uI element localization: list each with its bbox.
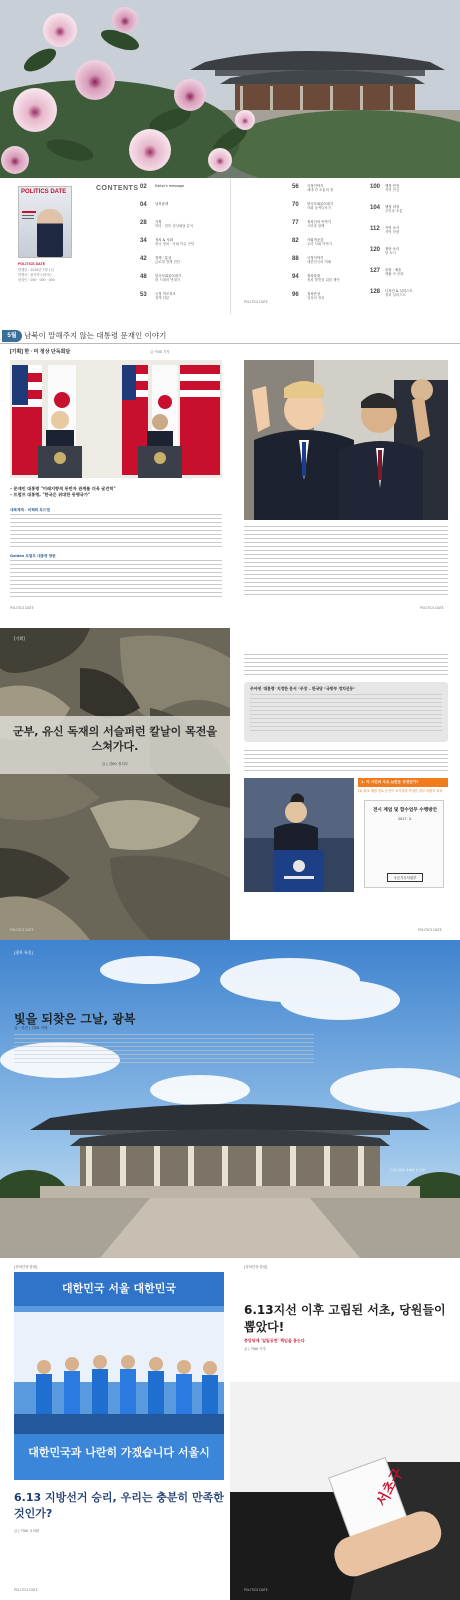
article1-body-1: [10, 514, 222, 550]
article3-tag: [광복 특집]: [14, 950, 33, 955]
callout-header: 1. 이 사진의 주요 논란은 무엇인가?: [358, 778, 448, 787]
toc-page-number: 127: [370, 268, 381, 274]
quote-body: [250, 694, 442, 734]
toc-title: 행정 안전: [385, 184, 400, 188]
toc-entry[interactable]: [292, 256, 362, 274]
article1-body-2: [10, 560, 222, 600]
article2-title: 군부, 유신 독재의 서슬퍼런 칼날이 목전을 스쳐가다.: [13, 725, 217, 753]
rally-photo: [14, 1272, 224, 1480]
rally-banner-top: 대한민국 서울 대한민국: [62, 1282, 176, 1295]
toc-column-2: [292, 184, 362, 310]
section-header: [0, 330, 460, 344]
doc-footer: 국군기무사령부: [387, 873, 423, 882]
contents-spread: [0, 178, 460, 318]
seocho-page: [230, 1262, 460, 1600]
toc-page-number: 128: [370, 289, 381, 295]
toc-title: 경제 · 통상: [155, 256, 172, 260]
palace-flowers-image: [0, 0, 460, 178]
podium-photo: [10, 360, 222, 478]
toc-title: 남북관계: [155, 202, 169, 206]
toc-page-number: 48: [140, 274, 147, 280]
article3-body: [14, 1034, 314, 1064]
toc-title: 정치 & 사회: [155, 238, 173, 242]
toc-subtitle: 우리 사회 이야기: [307, 242, 333, 246]
independence-hall-image: [0, 940, 460, 1258]
toc-column-3: [370, 184, 450, 310]
toc-subtitle: 정치 일러스트: [385, 293, 406, 297]
toc-entry[interactable]: [370, 268, 450, 289]
toc-page-number: 100: [370, 184, 381, 190]
toc-title: 한국사회읽어내기: [155, 274, 182, 278]
article4-tag: [정치단상·칼럼]: [14, 1265, 38, 1269]
toc-subtitle: 글로벌 경제 진단: [155, 260, 181, 264]
toc-title: 정치칼럼: [307, 274, 321, 278]
section-title: 남북이 말해주지 않는 대통령 문재인 이야기: [24, 331, 167, 340]
toc-entry[interactable]: [140, 184, 220, 202]
page-gutter: [230, 178, 231, 314]
toc-subtitle: 생활 속 문화: [385, 272, 404, 276]
toc-page-number: 112: [370, 226, 380, 232]
toc-subtitle: 지역 민심: [385, 188, 400, 192]
toc-entry[interactable]: [140, 220, 220, 238]
article4-title: 6.13 지방선거 승리, 우리는 충분히 만족한 것인가?: [14, 1491, 224, 1520]
toc-subtitle: 정책 리뷰: [155, 296, 170, 300]
toc-entry[interactable]: [140, 256, 220, 274]
article3-byline: 글 · 사진 | 김00 기자: [14, 1026, 48, 1030]
toc-entry[interactable]: [370, 226, 450, 247]
article1-body-3: [244, 526, 448, 598]
magazine-cover[interactable]: [18, 186, 72, 258]
toc-page-number: 77: [292, 220, 299, 226]
article2-body-1: [244, 654, 448, 676]
toc-subtitle: 시민과 함께: [307, 224, 325, 228]
toc-title: 기획: [155, 220, 162, 224]
article1-lead: [10, 486, 222, 498]
toc-entry[interactable]: [370, 205, 450, 226]
cover-issue: POLITICS DATE: [18, 262, 46, 266]
toc-title: 정치인의 이야기: [307, 220, 332, 224]
toc-entry[interactable]: [292, 202, 362, 220]
article3-caption: 독립기념관 겨레의 집 전경: [390, 1168, 425, 1172]
toc-page-number: 94: [292, 274, 299, 280]
toc-title: 문화 · 예술: [385, 268, 402, 272]
toc-entry[interactable]: [292, 238, 362, 256]
hero-photo: [0, 0, 460, 178]
toc-title: 정당 소식: [385, 247, 400, 251]
toc-page-number: 56: [292, 184, 299, 190]
quote-box: [244, 682, 448, 742]
article1-footer-right: POLITICS DATE: [420, 606, 444, 610]
election-page: [0, 1262, 230, 1600]
contents-footer: POLITICS DATE: [244, 300, 268, 304]
section-tag: 5월: [2, 330, 22, 342]
toc-entry[interactable]: [140, 292, 220, 310]
toc-subtitle: 한 시대의 연대기: [155, 278, 181, 282]
toc-title: Editor's message: [155, 184, 185, 188]
article5-byline: 글 | 이00 기자: [244, 1347, 266, 1351]
toc-subtitle: 대한민국의 미래: [307, 260, 332, 264]
toc-page-number: 96: [292, 292, 299, 298]
toc-subtitle: 한국 정치 · 사회 이슈 진단: [155, 242, 195, 246]
article5-subtitle: 중앙당에 '일일공천' 책임을 묻는다: [244, 1338, 305, 1343]
toc-page-number: 70: [292, 202, 299, 208]
toc-subtitle: 일상의 정치: [307, 296, 325, 300]
toc-subtitle: 당 소식: [385, 251, 396, 255]
toc-entry[interactable]: [370, 247, 450, 268]
toc-page-number: 02: [140, 184, 147, 190]
article5-tag: [정치단상·칼럼]: [244, 1265, 268, 1269]
toc-title: 정치단상: [307, 292, 321, 296]
article1-lead-2: – 트럼프 대통령, "한국은 위대한 동맹국가": [10, 492, 91, 497]
article2-footer-left: POLITICS DATE: [10, 928, 34, 932]
article1-kicker: [기획] 한 · 미 정상 단독회담: [10, 349, 71, 355]
waving-photo: [244, 360, 448, 520]
toc-entry[interactable]: [292, 274, 362, 292]
article1-lead-1: – 문재인 대통령 "미래지향적 동반자 관계를 더욱 굳건히": [10, 486, 116, 491]
toc-title: 지역 소식: [385, 226, 400, 230]
toc-title: 국정이야기: [307, 184, 324, 188]
cover-title: POLITICS DATE: [21, 189, 67, 195]
camouflage-background: [0, 628, 230, 940]
rally-banner-bottom: 대한민국과 나란히 가겠습니다 서울시: [28, 1446, 210, 1459]
toc-page-number: 42: [140, 256, 147, 262]
toc-entry[interactable]: [292, 292, 362, 310]
toc-title: 디자인 & 일러스트: [385, 289, 413, 293]
toc-entry[interactable]: [292, 184, 362, 202]
toc-page-number: 34: [140, 238, 147, 244]
toc-subtitle: 주민과 소통: [385, 209, 403, 213]
liberation-spread: [0, 940, 460, 1258]
article5-title: 6.13지선 이후 고립된 서초, 당원들이 뽑았다!: [244, 1303, 446, 1334]
article2-tag: [기획]: [14, 636, 25, 641]
toc-title: 한국사회읽어내기: [307, 202, 334, 206]
doc-date: 2017. 3.: [397, 817, 413, 821]
toc-subtitle: 지역 현장: [385, 230, 400, 234]
summit-podium-image: [10, 360, 222, 478]
toc-subtitle: 사회 들여다보기: [307, 206, 332, 210]
callout-sub: (1) 최초 계엄 검토 문건이 조사결과 작성한 정부 차원의 조치: [358, 789, 443, 793]
toc-page-number: 88: [292, 256, 299, 262]
article2-footer-right: POLITICS DATE: [418, 928, 442, 932]
ballot-stamp: 서초구: [373, 1465, 407, 1510]
doc-title: 전시 계엄 및 합수업무 수행방안: [372, 808, 438, 813]
contents-heading: CONTENTS: [96, 185, 139, 192]
toc-entry[interactable]: [370, 289, 450, 310]
toc-page-number: 82: [292, 238, 299, 244]
toc-subtitle: 정치 발전을 위한 제언: [307, 278, 340, 282]
toc-title: 행정 의정: [385, 205, 400, 209]
toc-subtitle: 북미 · 한미 정상회담 분석: [155, 224, 194, 228]
article1-footer-left: POLITICS DATE: [10, 606, 34, 610]
toc-entry[interactable]: [140, 274, 220, 292]
summit-spread: [0, 346, 460, 616]
cover-info-1: 발행일 : 2018년 7월 1일: [18, 268, 54, 272]
article3-title: 빛을 되찾은 그날, 광복: [14, 1012, 136, 1026]
cover-info-2: 발행처 : 폴리틱스데이트: [18, 273, 52, 277]
toc-page-number: 04: [140, 202, 147, 208]
press-briefing-image: [244, 778, 354, 892]
cover-person: [37, 209, 63, 257]
article1-subhead-2: Golden 트럼프 대통령 방한: [10, 554, 56, 558]
camo-page: [0, 628, 230, 940]
martial-law-page: [230, 628, 460, 940]
toc-subtitle: 세대 간 소통의 장: [307, 188, 334, 192]
article1-subhead-1: 대북제재 · 비핵화 로드맵: [10, 508, 50, 512]
toc-page-number: 120: [370, 247, 381, 253]
article4-footer: POLITICS DATE: [14, 1588, 38, 1592]
toc-entry[interactable]: [140, 238, 220, 256]
article1-byline: 글 이00 기자: [150, 350, 170, 354]
article5-footer: POLITICS DATE: [244, 1588, 268, 1592]
toc-title: 국정이야기: [307, 256, 324, 260]
quote-title: 주어에 '대통령' 지정한 문서 "주장 – 한국당 "국방부 정치선동": [250, 686, 356, 691]
toc-entry[interactable]: [140, 202, 220, 220]
toc-page-number: 28: [140, 220, 147, 226]
toc-page-number: 53: [140, 292, 147, 298]
article2-body-2: [244, 750, 448, 772]
cover-info-3: 편집인 : 000 · 000 · 000: [18, 278, 55, 282]
article4-byline: 글 | 이00 시의원: [14, 1529, 40, 1533]
toc-entry[interactable]: [370, 184, 450, 205]
toc-page-number: 104: [370, 205, 381, 211]
classified-document: [364, 800, 444, 888]
briefing-photo: [244, 778, 354, 892]
toc-column-1: [140, 184, 220, 310]
article2-byline: 글 | 김00 정치부: [101, 762, 129, 766]
toc-title: 국정 이모저모: [155, 292, 176, 296]
leaders-waving-image: [244, 360, 448, 520]
toc-entry[interactable]: [292, 220, 362, 238]
toc-title: 사회적공감: [307, 238, 324, 242]
